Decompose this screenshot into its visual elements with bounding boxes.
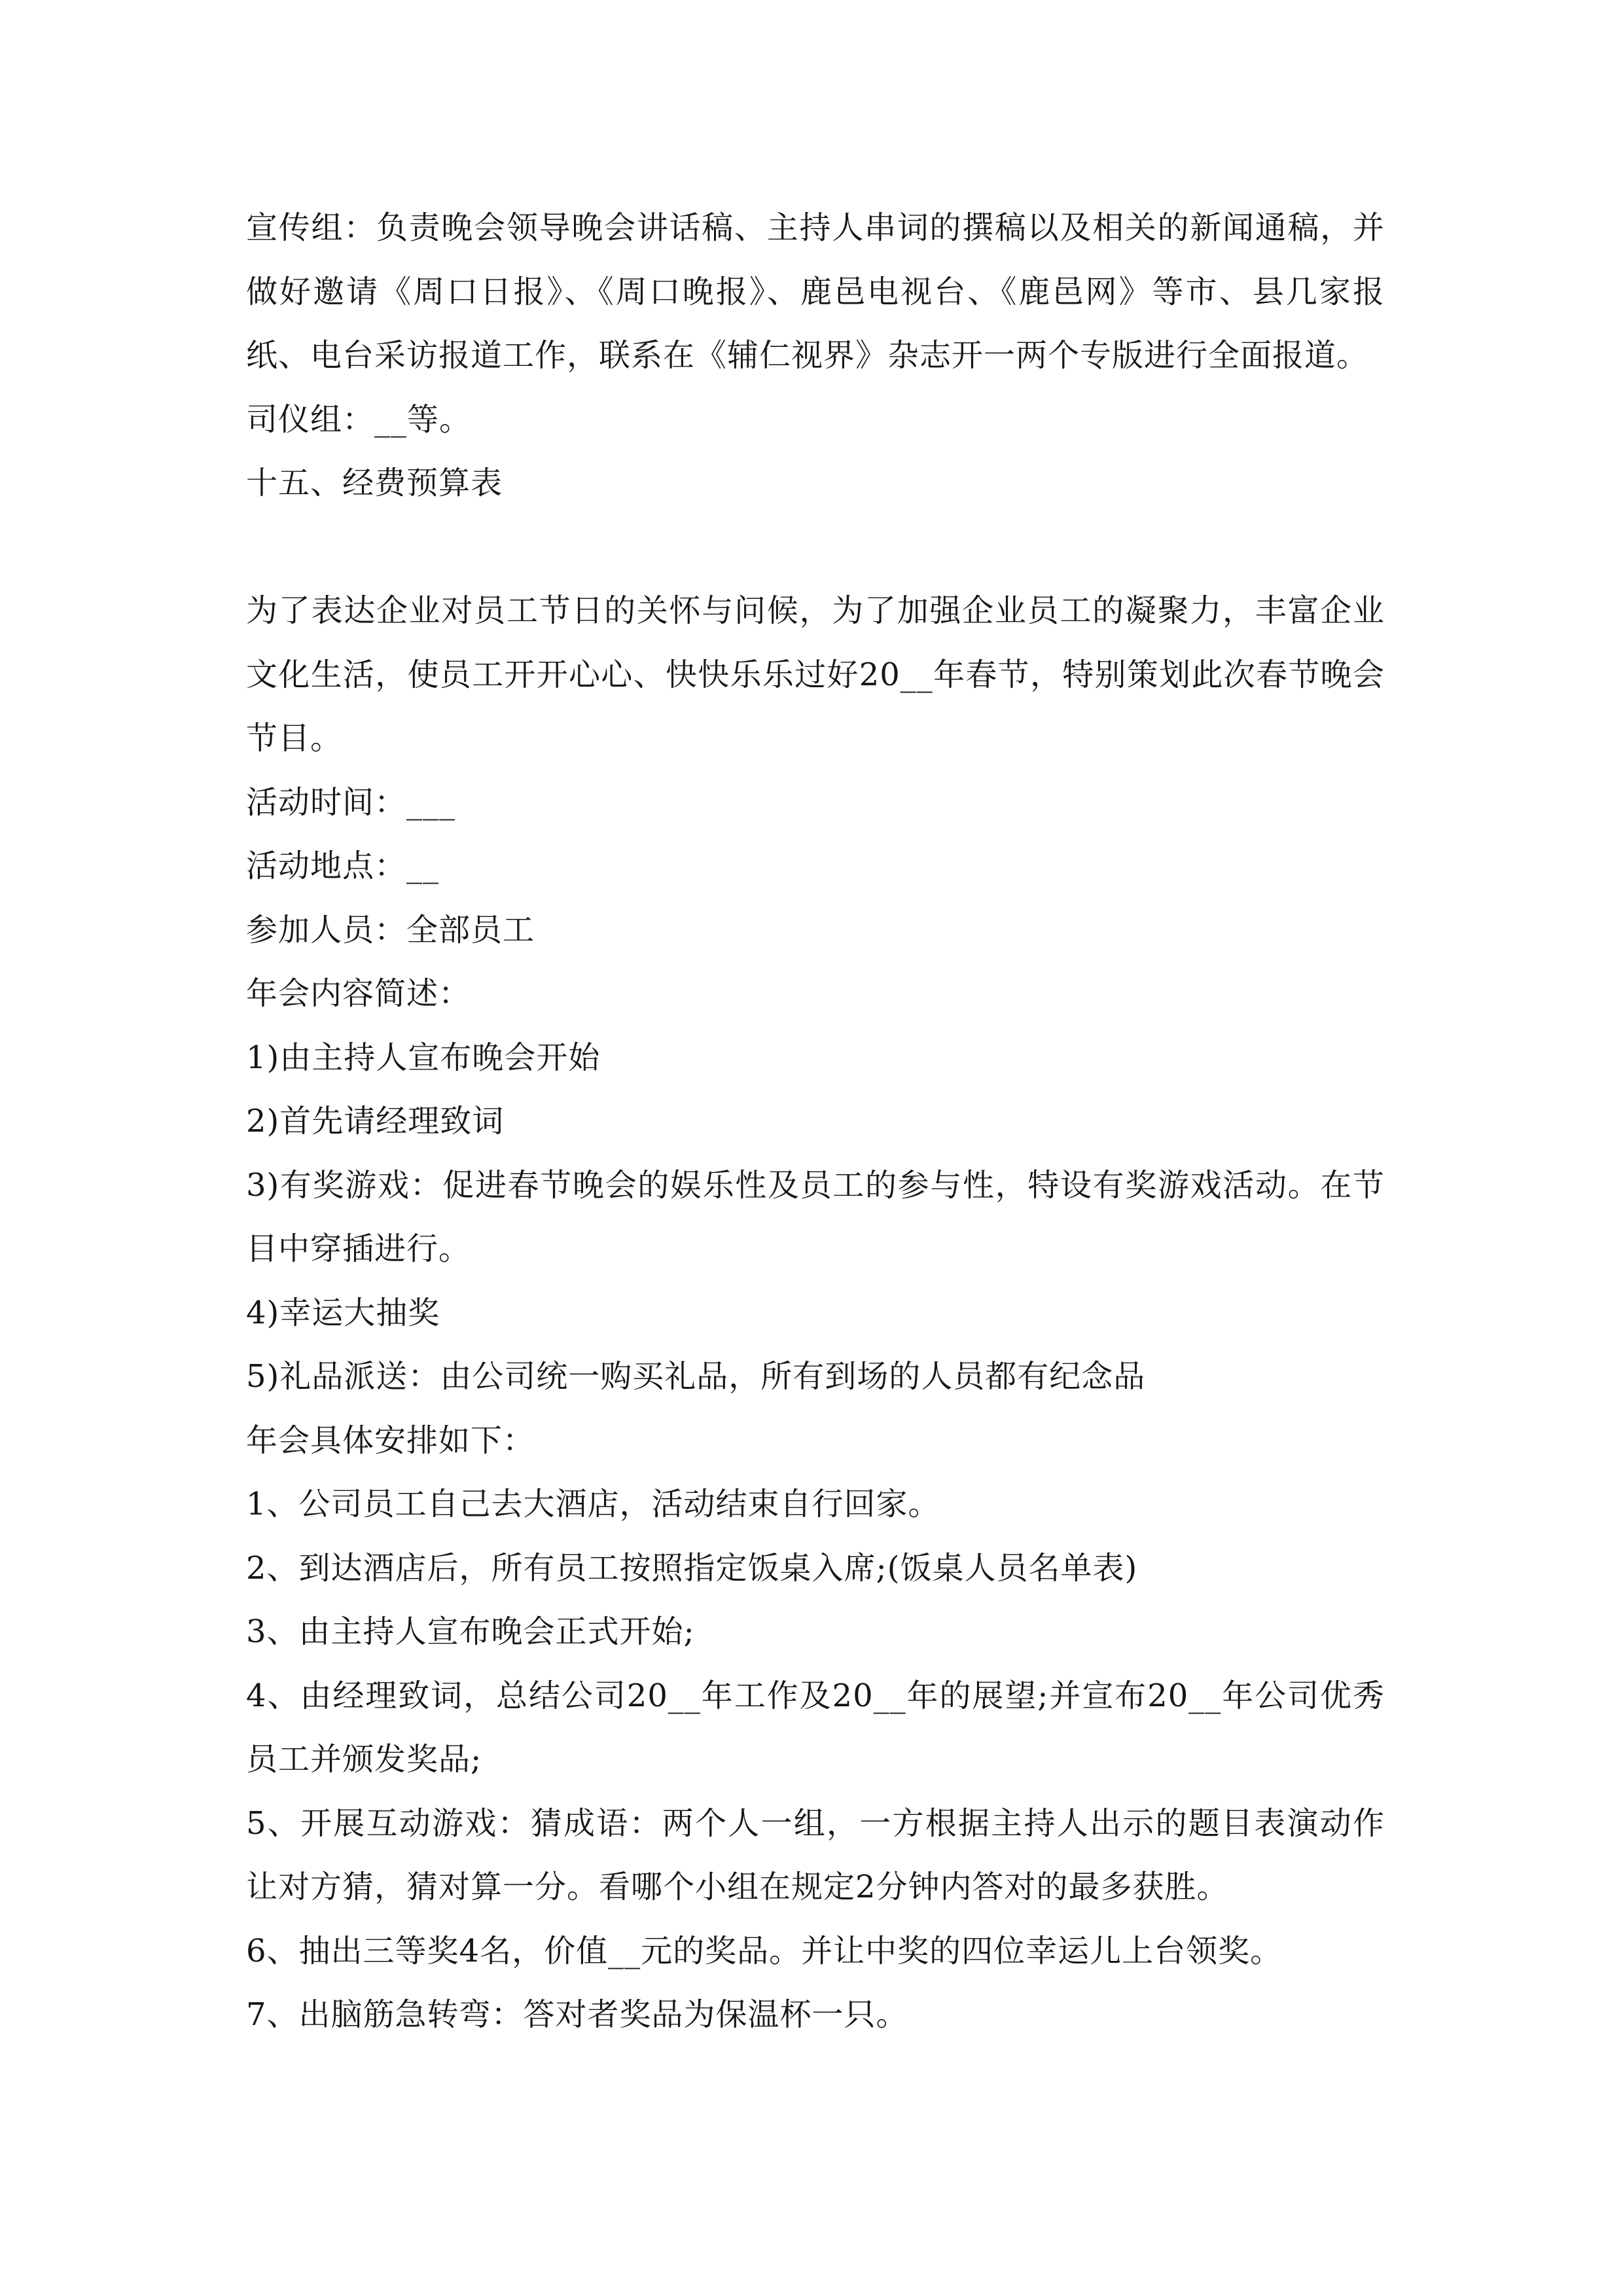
document-body bbox=[246, 196, 1385, 2047]
paragraph-activity-time: 活动时间：___ bbox=[246, 783, 456, 821]
list-item-summary-5: 5)礼品派送：由公司统一购买礼品，所有到场的人员都有纪念品 bbox=[246, 1358, 1146, 1395]
list-item-arrangement-7: 7、出脑筋急转弯：答对者奖品为保温杯一只。 bbox=[246, 1996, 908, 2033]
list-item-summary-4: 4)幸运大抽奖 bbox=[246, 1294, 440, 1331]
paragraph-participants: 参加人员：全部员工 bbox=[246, 911, 535, 948]
paragraph-summary-heading: 年会内容简述： bbox=[246, 975, 471, 1012]
list-item-arrangement-5: 5、开展互动游戏：猜成语：两个人一组，一方根据主持人出示的题目表演动作让对方猜，猜对算一分。看哪个小组在规定2分钟内答对的最多获胜。 bbox=[246, 1804, 1385, 1905]
section-heading-budget: 十五、经费预算表 bbox=[246, 465, 503, 501]
list-item-arrangement-2: 2、到达酒店后，所有员工按照指定饭桌入席;(饭桌人员名单表) bbox=[246, 1549, 1138, 1587]
list-item-summary-2: 2)首先请经理致词 bbox=[246, 1103, 505, 1139]
list-item-summary-3: 3)有奖游戏：促进春节晚会的娱乐性及员工的参与性，特设有奖游戏活动。在节目中穿插进行。 bbox=[246, 1166, 1385, 1267]
paragraph-ceremony-group: 司仪组：__等。 bbox=[246, 401, 472, 438]
paragraph-arrangement-heading: 年会具体安排如下： bbox=[246, 1422, 535, 1459]
list-item-summary-1: 1)由主持人宣布晚会开始 bbox=[246, 1039, 601, 1076]
paragraph-gap bbox=[246, 516, 1385, 580]
list-item-arrangement-3: 3、由主持人宣布晚会正式开始; bbox=[246, 1613, 695, 1650]
list-item-arrangement-1: 1、公司员工自己去大酒店，活动结束自行回家。 bbox=[246, 1486, 940, 1522]
paragraph-publicity-group: 宣传组：负责晚会领导晚会讲话稿、主持人串词的撰稿以及相关的新闻通稿，并做好邀请《周口日报》、《周口晚报》、鹿邑电视台、《鹿邑网》等市、县几家报纸、电台采访报道工作，联系在《辅仁视界》杂志开一两个专版进行全面报道。 bbox=[246, 209, 1385, 374]
list-item-arrangement-4: 4、由经理致词，总结公司20__年工作及20__年的展望;并宣布20__年公司优秀员工并颁发奖品; bbox=[246, 1677, 1385, 1778]
paragraph-activity-location: 活动地点：__ bbox=[246, 848, 440, 884]
paragraph-intro: 为了表达企业对员工节日的关怀与问候，为了加强企业员工的凝聚力，丰富企业文化生活，使员工开开心心、快快乐乐过好20__年春节，特别策划此次春节晚会节目。 bbox=[246, 592, 1385, 757]
list-item-arrangement-6: 6、抽出三等奖4名，价值__元的奖品。并让中奖的四位幸运儿上台领奖。 bbox=[246, 1932, 1283, 1969]
